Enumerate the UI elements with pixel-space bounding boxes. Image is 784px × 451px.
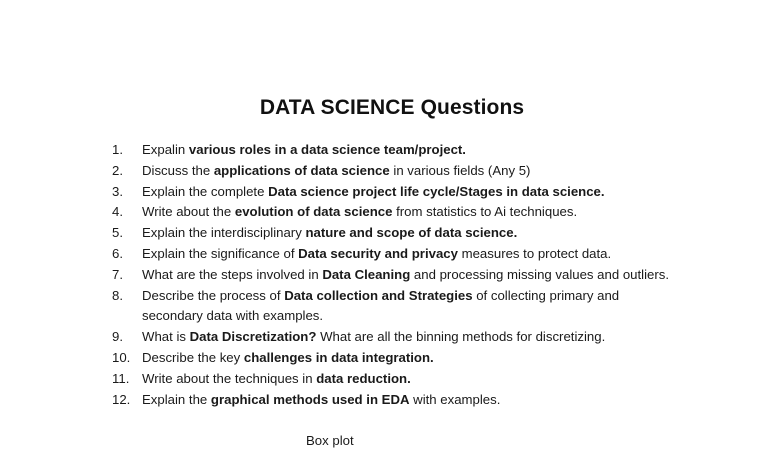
question-text [142,184,605,199]
question-text-segment: Expalin [142,142,189,157]
question-number: 10. [112,349,131,365]
question-number: 6. [112,245,123,261]
question-number: 8. [112,287,123,303]
question-text-segment: Explain the complete [142,183,269,199]
question-text [142,288,619,324]
question-text [142,204,577,219]
question-text-segment: Describe the key [142,349,244,365]
question-text-segment: of collecting primary and secondary data with examples. [142,287,620,324]
question-text [142,392,500,407]
question-text-segment: Explain the [142,391,211,407]
question-keyword: graphical methods used in EDA [210,391,410,407]
question-text-segment: What are the steps involved in [142,266,323,282]
question-number: 5. [112,225,123,241]
question-item [112,348,672,369]
question-text-segment: Explain the interdisciplinary [142,225,306,241]
question-text-segment: What are all the binning methods for discretizing. [316,329,606,345]
question-item [112,202,672,223]
question-text [142,163,530,178]
question-item [112,161,672,182]
question-text-segment: Write about the [142,204,235,220]
question-number: 3. [112,183,123,199]
question-keyword: data reduction. [316,370,411,386]
question-keyword: Data science project life cycle/Stages in data science. [268,183,605,199]
question-text-segment: Describe the process of [142,287,285,303]
question-text [142,371,411,386]
question-item [112,223,672,244]
question-text-segment: in various fields (Any 5) [389,162,531,178]
question-number: 7. [112,266,123,282]
question-text [142,246,611,261]
question-keyword: evolution of data science [234,204,393,220]
question-number: 11. [112,370,130,386]
question-text-segment: Explain the significance of [142,245,299,261]
question-keyword: Data collection and Strategies [284,287,473,303]
question-item [112,286,672,328]
question-keyword: Data Discretization? [189,329,317,345]
question-item [112,182,672,203]
question-number: 4. [112,204,123,220]
question-item [112,327,672,348]
question-item [112,244,672,265]
question-text [142,350,434,365]
question-number: 12. [112,391,131,407]
question-keyword: nature and scope of data science. [305,225,518,241]
question-keyword: various roles in a data science team/project. [188,142,466,157]
question-keyword: Data security and privacy [298,245,458,261]
question-text-segment: with examples. [409,391,501,407]
question-number: 1. [112,142,123,157]
question-text-segment: and processing missing values and outliers. [410,266,670,282]
question-text [142,329,605,344]
question-item [112,369,672,390]
question-list [112,140,672,410]
question-text-segment: Discuss the [142,162,214,178]
question-keyword: applications of data science [213,162,390,178]
question-number: 2. [112,162,123,178]
question-text [142,225,517,240]
question-item [112,140,672,161]
question-text-segment: What is [142,329,190,345]
question-number: 9. [112,329,123,345]
sub-item-box-plot: Box plot [306,433,354,448]
question-text [142,142,466,157]
question-text-segment: Write about the techniques in [142,370,317,386]
question-item [112,390,672,411]
question-text-segment: from statistics to Ai techniques. [392,204,578,220]
question-keyword: Data Cleaning [322,266,411,282]
question-text [142,267,669,282]
question-item [112,265,672,286]
question-keyword: challenges in data integration. [243,349,434,365]
page-title: DATA SCIENCE Questions [259,96,525,119]
question-text-segment: measures to protect data. [457,245,612,261]
